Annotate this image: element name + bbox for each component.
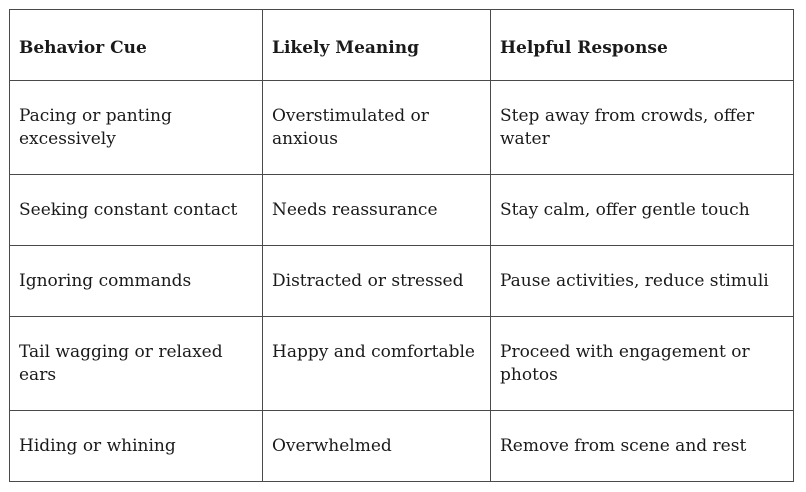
cell-likely-meaning: Overwhelmed [263, 411, 491, 482]
behavior-table [9, 9, 794, 482]
cell-helpful-response: Remove from scene and rest [491, 411, 794, 482]
cell-behavior-cue: Pacing or panting excessively [10, 81, 263, 175]
header-likely-meaning: Likely Meaning [263, 10, 491, 81]
cell-behavior-cue: Seeking constant contact [10, 175, 263, 246]
cell-likely-meaning: Needs reassurance [263, 175, 491, 246]
cell-helpful-response: Pause activities, reduce stimuli [491, 246, 794, 317]
cell-helpful-response: Stay calm, offer gentle touch [491, 175, 794, 246]
table-row [10, 175, 794, 246]
cell-behavior-cue: Hiding or whining [10, 411, 263, 482]
table-row [10, 246, 794, 317]
cell-likely-meaning: Overstimulated or anxious [263, 81, 491, 175]
table-row [10, 81, 794, 175]
table-row [10, 317, 794, 411]
cell-likely-meaning: Happy and comfortable [263, 317, 491, 411]
header-behavior-cue: Behavior Cue [10, 10, 263, 81]
table-row [10, 411, 794, 482]
cell-behavior-cue: Ignoring commands [10, 246, 263, 317]
header-row [10, 10, 794, 81]
cell-likely-meaning: Distracted or stressed [263, 246, 491, 317]
cell-behavior-cue: Tail wagging or relaxed ears [10, 317, 263, 411]
header-helpful-response: Helpful Response [491, 10, 794, 81]
cell-helpful-response: Step away from crowds, offer water [491, 81, 794, 175]
cell-helpful-response: Proceed with engagement or photos [491, 317, 794, 411]
